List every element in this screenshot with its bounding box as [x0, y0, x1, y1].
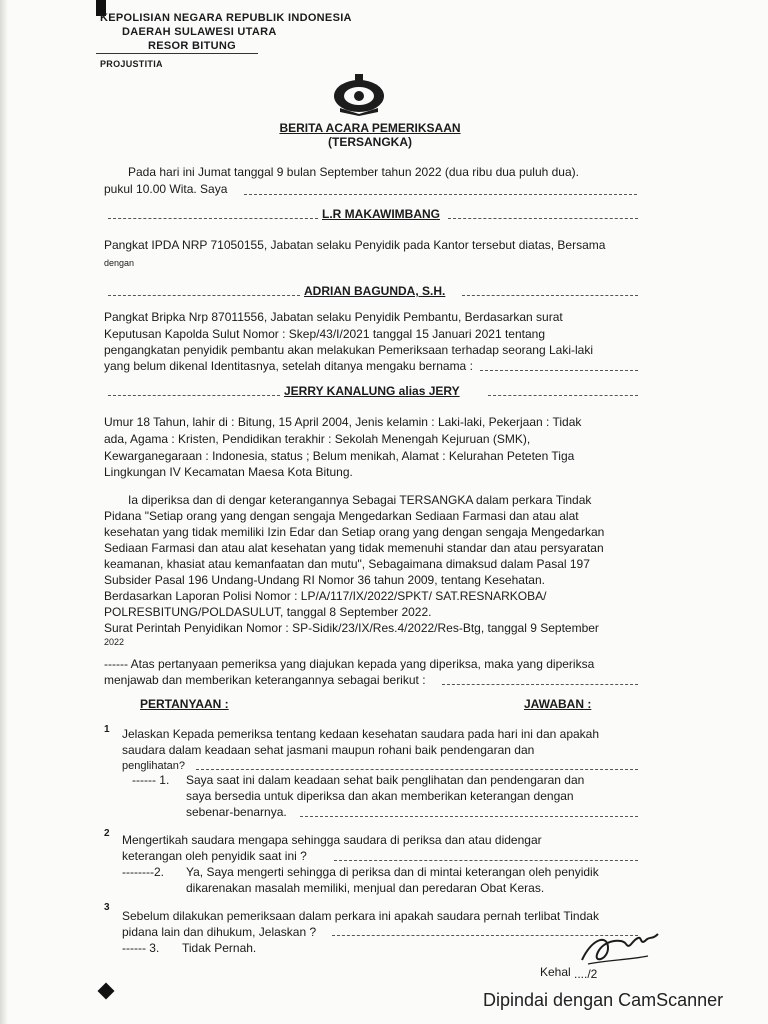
letterhead-line-1: KEPOLISIAN NEGARA REPUBLIK INDONESIA — [100, 12, 352, 24]
question-3-line-1: Sebelum dilakukan pemeriksaan dalam perkara ini apakah saudara pernah terlibat Tindak — [122, 909, 599, 923]
question-3-line-2: pidana lain dan dihukum, Jelaskan ? — [122, 925, 317, 939]
intro-line-7: pengangkatan penyidik pembantu akan melakukan Pemeriksaan terhadap seorang Laki-laki — [104, 343, 593, 357]
identity-line-4: Lingkungan IV Kecamatan Maesa Kota Bitung. — [104, 465, 353, 479]
suspect-name: JERRY KANALUNG alias JERY — [284, 384, 460, 398]
question-2-line-2: keterangan oleh penyidik saat ini ? — [122, 849, 307, 863]
fill-dots — [108, 295, 300, 296]
intro-line-4: dengan — [104, 258, 135, 268]
intro-line-1: Pada hari ini Jumat tanggal 9 bulan September tahun 2022 (dua ribu dua puluh dua). — [128, 165, 579, 179]
letterhead-line-2: DAERAH SULAWESI UTARA — [122, 26, 277, 38]
answer-3-line-1: Tidak Pernah. — [182, 941, 257, 955]
fill-dots — [462, 295, 638, 296]
case-line-7: Berdasarkan Laporan Polisi Nomor : LP/A/117/IX/2022/SPKT/ SAT.RESNARKOBA/ — [104, 589, 547, 603]
answer-1-line-2: saya bersedia untuk diperiksa dan akan memberikan keterangan dengan — [186, 789, 574, 803]
intro-line-5: Pangkat Bripka Nrp 87011556, Jabatan selaku Penyidik Pembantu, Berdasarkan surat — [104, 310, 563, 324]
intro-line-6: Keputusan Kapolda Sulut Nomor : Skep/43/I/2021 tanggal 15 Januari 2021 tentang — [104, 327, 545, 341]
answer-1-line-1: Saya saat ini dalam keadaan sehat baik penglihatan dan pendengaran dan — [186, 773, 585, 787]
fill-dots — [334, 860, 638, 861]
fill-dots — [196, 769, 638, 770]
document-subtitle: (TERSANGKA) — [328, 135, 412, 149]
assistant-examiner-name: ADRIAN BAGUNDA, S.H. — [304, 284, 446, 298]
answer-2-marker: --------2. — [122, 865, 164, 879]
case-line-4: Sediaan Farmasi dan atau alat kesehatan yang tidak memenuhi standar dan atau persyaratan — [104, 541, 604, 555]
fill-dots — [448, 218, 638, 219]
case-line-6: Subsider Pasal 196 Undang-Undang RI Nomor 36 tahun 2009, tentang Kesehatan. — [104, 573, 545, 587]
question-1-line-1: Jelaskan Kepada pemeriksa tentang kedaan kesehatan saudara pada hari ini dan apakah — [122, 727, 600, 741]
case-line-2: Pidana "Setiap orang yang dengan sengaja Mengedarkan Sediaan Farmasi dan atau alat — [104, 509, 579, 523]
statement-line-1: ------ Atas pertanyaan pemeriksa yang diajukan kepada yang diperiksa, maka yang diperiksa — [104, 657, 595, 671]
answer-column-header: JAWABAN : — [524, 697, 592, 711]
page-edge-shadow — [0, 0, 8, 1024]
next-page-value: ..../2 — [574, 967, 598, 981]
examiner-name: L.R MAKAWIMBANG — [322, 207, 440, 221]
fill-dots — [442, 684, 638, 685]
letterhead-line-3: RESOR BITUNG — [148, 40, 236, 52]
case-line-1: Ia diperiksa dan di dengar keterangannya Sebagai TERSANGKA dalam perkara Tindak — [128, 493, 592, 507]
police-emblem-icon — [330, 68, 388, 116]
case-line-9: Surat Perintah Penyidikan Nomor : SP-Sidik/23/IX/Res.4/2022/Res-Btg, tanggal 9 September — [104, 621, 599, 635]
letterhead-line-4: PROJUSTITIA — [100, 59, 163, 69]
identity-line-3: Kewarganegaraan : Indonesia, status ; Belum menikah, Alamat : Kelurahan Peteten Tiga — [104, 449, 575, 463]
case-line-8: POLRESBITUNG/POLDASULUT, tanggal 8 September 2022. — [104, 605, 432, 619]
next-page-label: Kehal — [540, 965, 571, 979]
answer-1-line-3: sebenar-benarnya. — [186, 805, 287, 819]
letterhead-divider — [96, 53, 258, 54]
case-line-10: 2022 — [104, 637, 125, 647]
identity-line-2: ada, Agama : Kristen, Pendidikan terakhir : Sekolah Menengah Kejuruan (SMK), — [104, 432, 531, 446]
fill-dots — [244, 194, 637, 195]
question-1-line-3: penglihatan? — [122, 760, 186, 772]
question-2-line-1: Mengertikah saudara mengapa sehingga saudara di periksa dan atau didengar — [122, 833, 542, 847]
question-number: 3 — [104, 902, 110, 913]
fill-dots — [108, 395, 280, 396]
fill-dots — [108, 218, 318, 219]
intro-line-8: yang belum dikenal Identitasnya, setelah ditanya mengaku bernama : — [104, 359, 473, 373]
fill-dots — [488, 395, 638, 396]
answer-1-marker: ------ 1. — [132, 773, 170, 787]
intro-line-3: Pangkat IPDA NRP 71050155, Jabatan selaku Penyidik pada Kantor tersebut diatas, Bersama — [104, 238, 606, 252]
statement-line-2: menjawab dan memberikan keterangannya sebagai berikut : — [104, 673, 426, 687]
case-line-3: kesehatan yang tidak memiliki Izin Edar dan Setiap orang yang dengan sengaja Mengedarkan — [104, 525, 605, 539]
answer-2-line-1: Ya, Saya mengerti sehingga di periksa dan di mintai keterangan oleh penyidik — [186, 865, 599, 879]
question-column-header: PERTANYAAN : — [140, 697, 229, 711]
question-number: 2 — [104, 828, 110, 839]
intro-line-2: pukul 10.00 Wita. Saya — [104, 182, 228, 196]
fill-dots — [480, 370, 638, 371]
document-title: BERITA ACARA PEMERIKSAAN — [279, 121, 461, 135]
identity-line-1: Umur 18 Tahun, lahir di : Bitung, 15 April 2004, Jenis kelamin : Laki-laki, Pekerjaan : Tidak — [104, 415, 582, 429]
answer-2-line-2: dikarenakan masalah memiliki, menjual dan peredaran Obat Keras. — [186, 881, 545, 895]
camscanner-footer: Dipindai dengan CamScanner — [483, 990, 724, 1010]
handwritten-signature-icon — [578, 930, 662, 968]
case-line-5: keamanan, khasiat atau kemanfaatan dan mutu", Sebagaimana dimaksud dalam Pasal 197 — [104, 557, 590, 571]
question-1-line-2: saudara dalam keadaan sehat jasmani maupun rohani baik pendengaran dan — [122, 743, 535, 757]
answer-3-marker: ------ 3. — [122, 941, 160, 955]
question-number: 1 — [104, 724, 110, 735]
fill-dots — [300, 816, 638, 817]
